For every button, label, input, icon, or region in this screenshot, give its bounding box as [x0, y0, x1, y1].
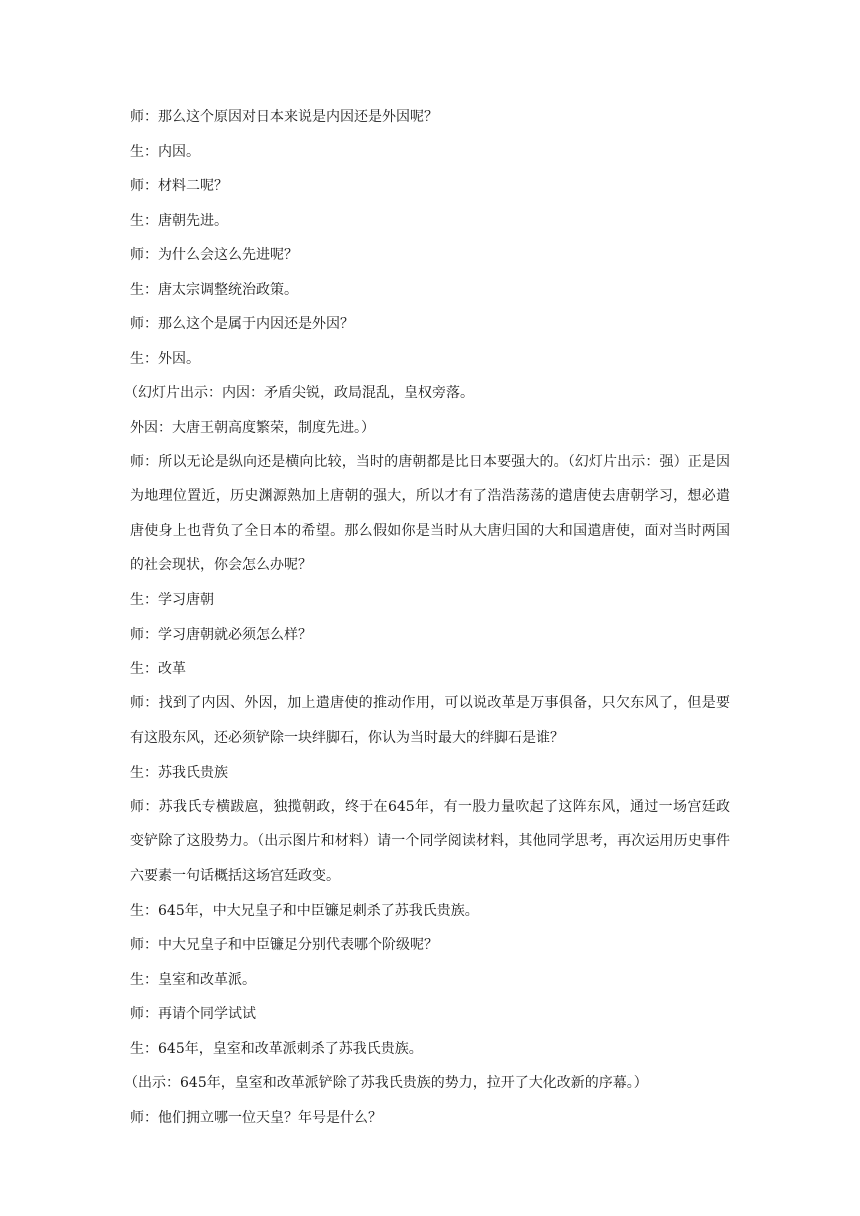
- dialogue-line: 生：内因。: [130, 143, 200, 160]
- dialogue-line: 师：材料二呢？: [130, 178, 228, 194]
- dialogue-line: 生：外因。: [130, 350, 200, 367]
- dialogue-line: 师：中大兄皇子和中臣镰足分别代表哪个阶级呢？: [130, 937, 438, 953]
- slide-note-line: （出示：645年，皇室和改革派铲除了苏我氏贵族的势力，拉开了大化改新的序幕。）: [124, 1075, 648, 1091]
- dialogue-line: 师：他们拥立哪一位天皇？年号是什么？: [130, 1109, 382, 1126]
- dialogue-line: 生：改革: [130, 661, 186, 677]
- dialogue-line: 生：学习唐朝: [130, 592, 214, 608]
- dialogue-line: 师：为什么会这么先进呢？: [130, 247, 298, 263]
- slide-note-line: （幻灯片出示：内因：矛盾尖锐，政局混乱，皇权旁落。: [124, 385, 474, 401]
- dialogue-line: 生：唐太宗调整统治政策。: [130, 281, 298, 298]
- dialogue-paragraph: 师：找到了内因、外因，加上遣唐使的推动作用，可以说改革是万事俱备，只欠东风了，但是要有这股东风，还必须铲除一块绊脚石，你认为当时最大的绊脚石是谁？: [130, 695, 730, 746]
- dialogue-line: 师：再请个同学试试: [130, 1006, 256, 1022]
- dialogue-line: 生：645年，皇室和改革派刺杀了苏我氏贵族。: [130, 1040, 423, 1057]
- dialogue-line: 师：学习唐朝就必须怎么样？: [130, 626, 312, 643]
- dialogue-line: 生：苏我氏贵族: [130, 764, 228, 781]
- dialogue-line: 师：那么这个原因对日本来说是内因还是外因呢？: [130, 109, 438, 125]
- dialogue-line: 生：唐朝先进。: [130, 212, 228, 229]
- dialogue-line: 生：皇室和改革派。: [130, 971, 256, 988]
- slide-note-line: 外因：大唐王朝高度繁荣，制度先进。）: [130, 419, 375, 436]
- dialogue-line: 生：645年，中大兄皇子和中臣镰足刺杀了苏我氏贵族。: [130, 902, 479, 919]
- dialogue-line: 师：那么这个是属于内因还是外因？: [130, 316, 354, 332]
- document-body: [124, 108, 730, 1143]
- dialogue-paragraph: 师：苏我氏专横跋扈，独揽朝政，终于在645年，有一股力量吹起了这阵东风，通过一场宫廷政变铲除了这股势力。（出示图片和材料）请一个同学阅读材料，其他同学思考，再次运用历史事件六要素一句话概括这场宫廷政变。: [130, 798, 730, 884]
- dialogue-paragraph: 师：所以无论是纵向还是横向比较，当时的唐朝都是比日本要强大的。（幻灯片出示：强）正是因为地理位置近，历史渊源熟加上唐朝的强大，所以才有了浩浩荡荡的遣唐使去唐朝学习，想必遣唐使身上也背负了全日本的希望。那么假如你是当时从大唐归国的大和国遣唐使，面对当时两国的社会现状，你会怎么办呢？: [130, 453, 730, 574]
